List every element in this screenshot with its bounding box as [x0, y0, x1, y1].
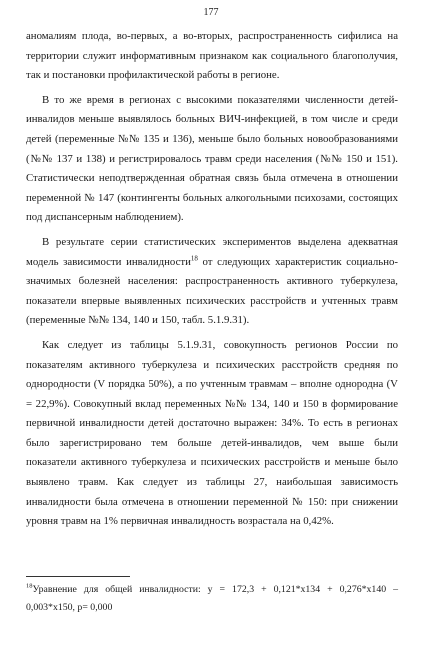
body-text: [26, 27, 398, 537]
paragraph-3-end: от следующих характеристик социально-значимых болезней населения: распространенность активного туберкулеза, показатели впервые выявленных психических расстройств и учтенных травм (переменные №№ 134, 140 и 150, табл. 5.1.9.31).: [26, 255, 398, 327]
paragraph-4: Как следует из таблицы 5.1.9.31, совокупность регионов России по показателям активного туберкулеза и психических расстройств средняя по однородности (V порядка 50%), а по учтенным травмам – вполне однородна (V = 22,9%). Совокупный вклад переменных №№ 134, 140 и 150 в формирование первичной инвалидности детей достаточно выражен: 34%. То есть в регионах было зарегистрировано тем больше детей-инвалидов, чем выше были показатели активного туберкулеза и психических расстройств и меньше было выявлено травм. Как следует из таблицы 27, наибольшая зависимость инвалидности была отмечена в отношении переменной № 150: при снижении уровня травм на 1% первичная инвалидность возрастала на 0,42%.: [26, 338, 398, 528]
paragraph-3-start: В результате серии статистических экспериментов выделена адекватная модель зависимости инвалидности: [26, 235, 398, 268]
footnote-text: Уравнение для общей инвалидности: y = 172,3 + 0,121*x134 + 0,276*x140 – 0,003*x150, p= 0,000: [26, 584, 398, 613]
footnote: [26, 581, 398, 617]
paragraph-3: [26, 233, 398, 331]
paragraph-2: В то же время в регионах с высокими показателями численности детей-инвалидов меньше выявлялось больных ВИЧ-инфекцией, в том числе и среди детей (переменные №№ 135 и 136), меньше было больных новообразованиями (№№ 137 и 138) и регистрировалось травм среди населения (№№ 150 и 151). Статистически неподтвержденная обратная связь была отмечена в отношении переменной № 147 (контингенты больных алкогольными психозами, состоящих под диспансерным наблюдением).: [26, 93, 398, 224]
footnote-separator: [26, 576, 130, 577]
page-number: 177: [203, 7, 219, 18]
paragraph-1: аномалиям плода, во-первых, а во-вторых, распространенность сифилиса на территории служит информативным признаком как социального благополучия, так и постановки профилактической работы в регионе.: [26, 30, 398, 82]
footnote-marker: 18: [26, 582, 33, 590]
footnote-reference: 18: [190, 253, 198, 262]
